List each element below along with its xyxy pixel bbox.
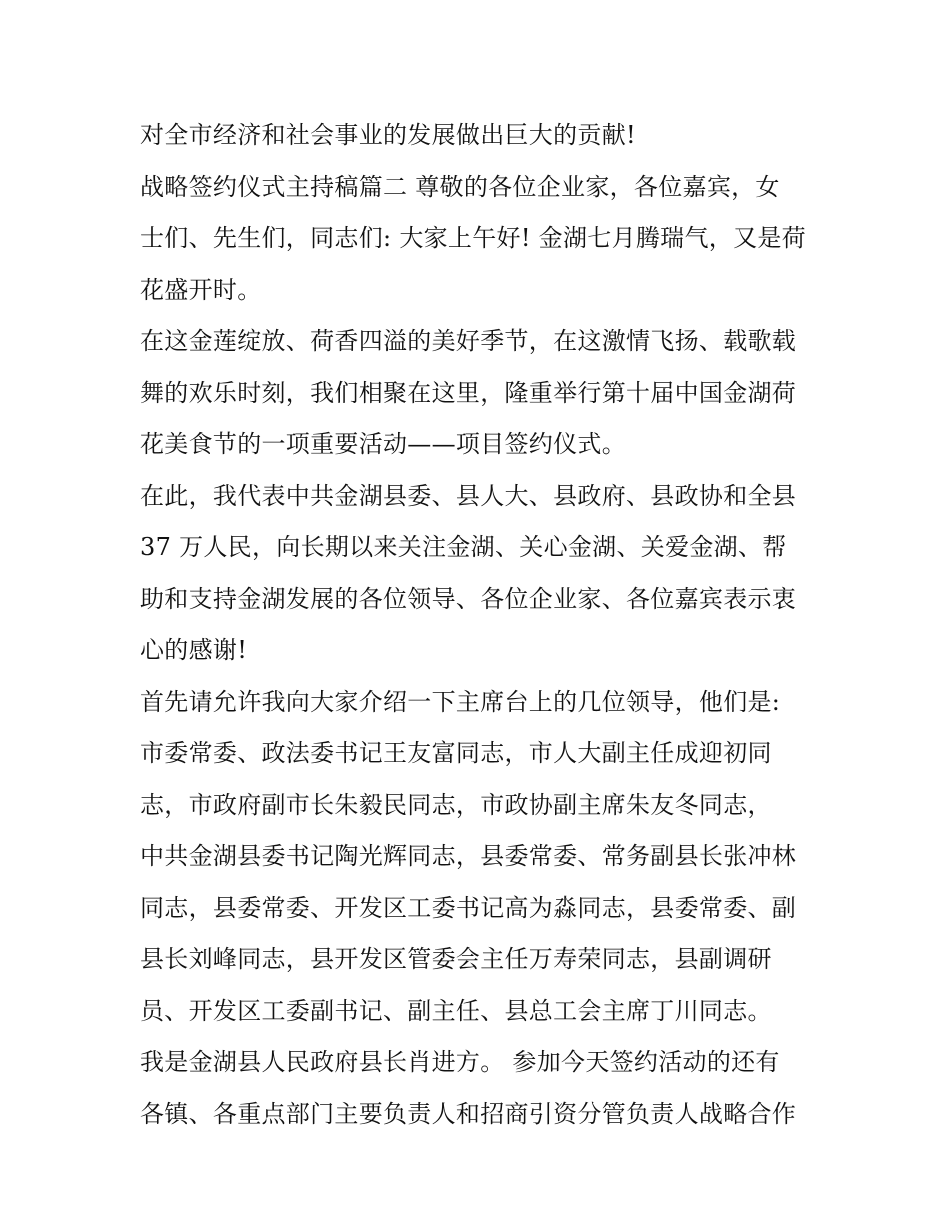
document-body (140, 110, 816, 1140)
text-line: 花美食节的一项重要活动——项目签约仪式。 (140, 430, 626, 458)
text-line: 士们、先生们，同志们: 大家上午好! 金湖七月腾瑞气，又是荷 (140, 224, 806, 252)
text-line: 助和支持金湖发展的各位领导、各位企业家、各位嘉宾表示衷 (140, 584, 797, 613)
text-line: 中共金湖县委书记陶光辉同志，县委常委、常务副县长张冲林 (140, 842, 797, 870)
text-line: 志，市政府副市长朱毅民同志，市政协副主席朱友冬同志， (140, 790, 772, 819)
text-line: 员、开发区工委副书记、副主任、县总工会主席丁川同志。 (140, 996, 772, 1025)
text-line: 心的感谢! (140, 636, 248, 664)
text-line: 战略签约仪式主持稿篇二 尊敬的各位企业家，各位嘉宾，女 (140, 172, 780, 201)
text-line: 在这金莲绽放、荷香四溢的美好季节，在这激情飞扬、载歌载 (140, 327, 797, 355)
text-line: 首先请允许我向大家介绍一下主席台上的几位领导，他们是: (140, 687, 781, 716)
text-line: 县长刘峰同志，县开发区管委会主任万寿荣同志，县副调研 (140, 945, 772, 973)
text-line: 在此，我代表中共金湖县委、县人大、县政府、县政协和全县 (140, 481, 797, 510)
text-line: 对全市经济和社会事业的发展做出巨大的贡献! (140, 121, 636, 149)
text-line: 我是金湖县人民政府县长肖进方。 参加今天签约活动的还有 (140, 1048, 780, 1076)
text-line: 各镇、各重点部门主要负责人和招商引资分管负责人战略合作 (140, 1099, 797, 1128)
text-line: 舞的欢乐时刻，我们相聚在这里，隆重举行第十届中国金湖荷 (140, 378, 797, 407)
text-line: 市委常委、政法委书记王友富同志，市人大副主任成迎初同 (140, 739, 772, 767)
text-line: 37 万人民，向长期以来关注金湖、关心金湖、关爱金湖、帮 (140, 533, 787, 561)
text-line: 同志，县委常委、开发区工委书记高为淼同志，县委常委、副 (140, 893, 797, 922)
text-line: 花盛开时。 (140, 275, 262, 304)
